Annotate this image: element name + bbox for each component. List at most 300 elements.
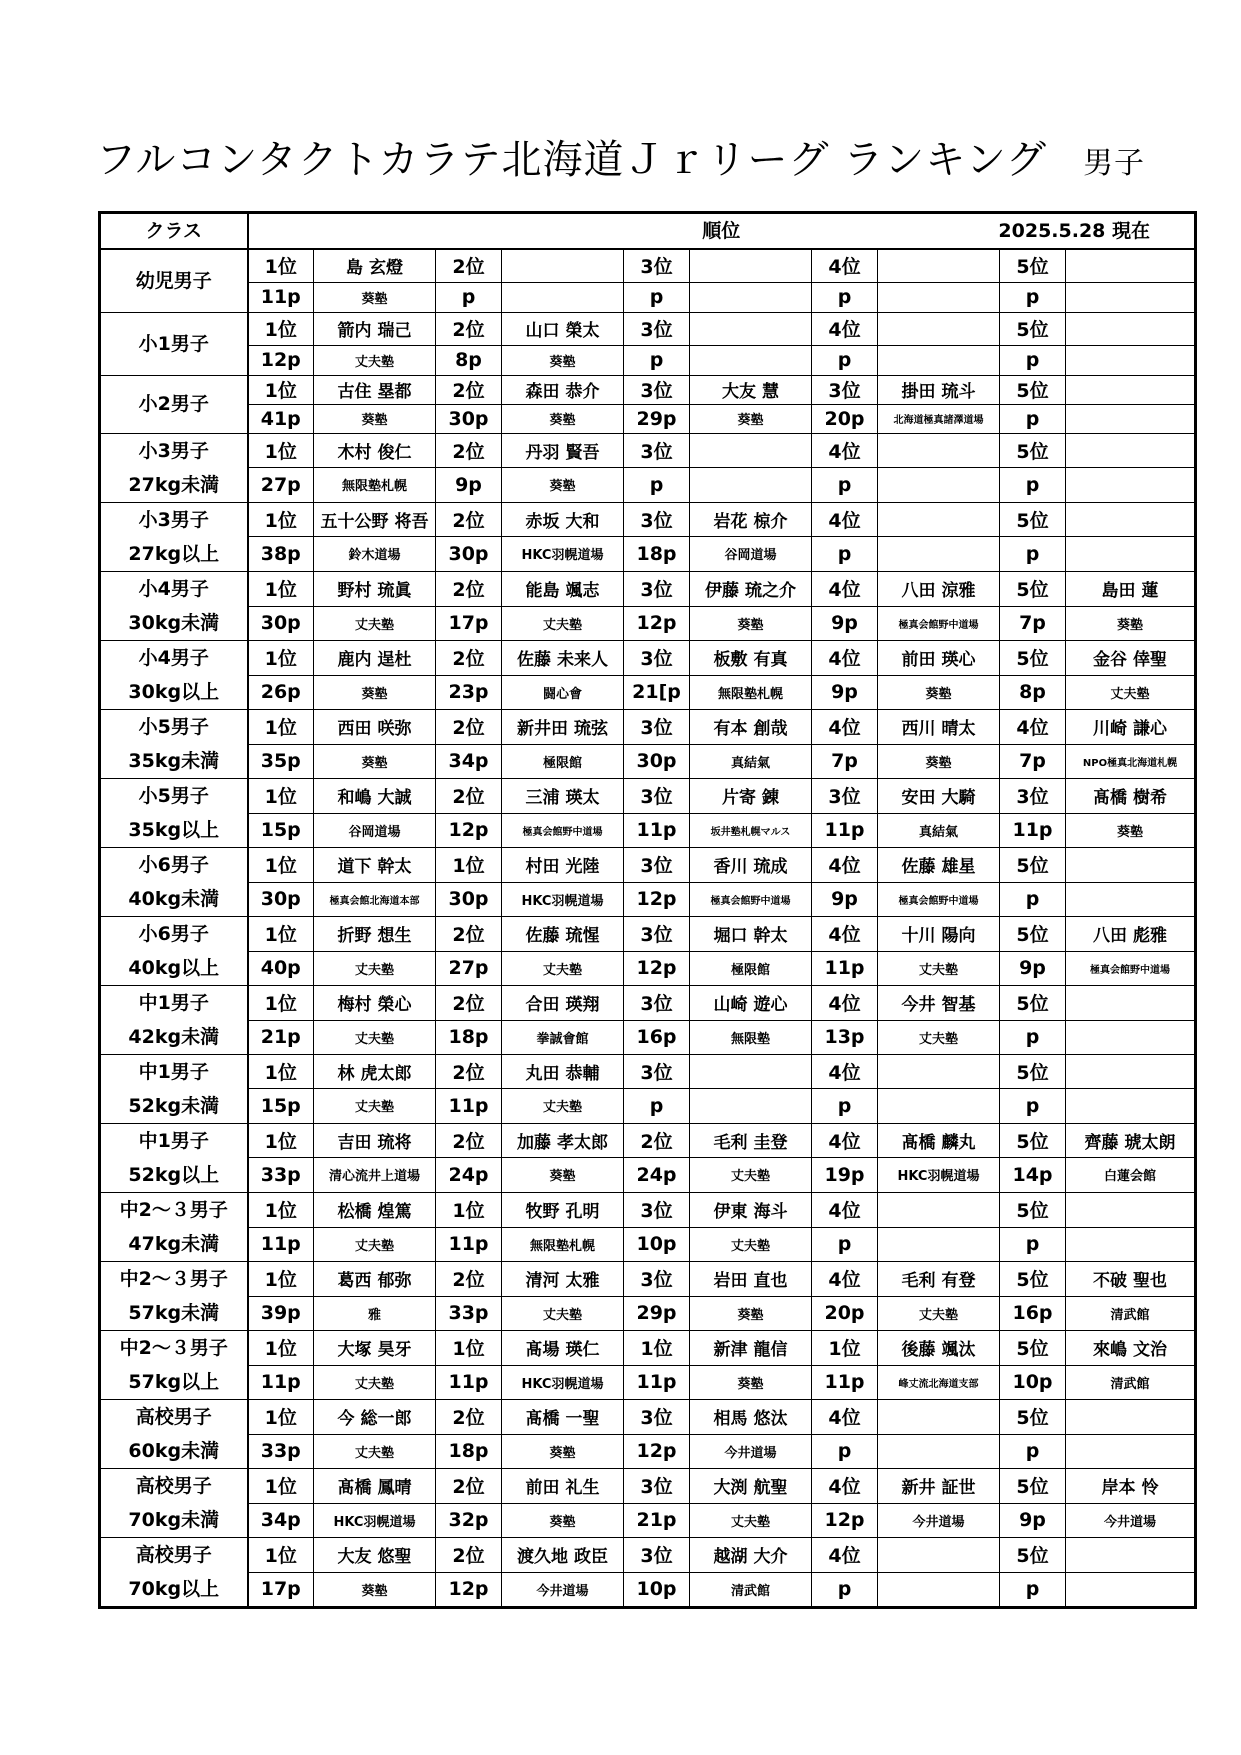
athlete-name: 越湖 大介 xyxy=(690,1537,812,1573)
dojo-name xyxy=(1066,882,1196,916)
dojo-name xyxy=(878,1573,1000,1607)
points: 14p xyxy=(1000,1158,1066,1193)
points: 29p xyxy=(624,404,690,433)
rank-position: 5位 xyxy=(1000,1192,1066,1227)
dojo-name: 坂井塾札幌マルス xyxy=(690,813,812,847)
athlete-name: 佐藤 琉惺 xyxy=(502,916,624,951)
dojo-name: NPO極真北海道札幌 xyxy=(1066,744,1196,778)
dojo-name xyxy=(1066,1573,1196,1607)
athlete-name: 三浦 瑛太 xyxy=(502,778,624,813)
points: 10p xyxy=(624,1573,690,1607)
points: 30p xyxy=(624,744,690,778)
points: 33p xyxy=(248,1158,314,1193)
dojo-name: HKC羽幌道場 xyxy=(502,1365,624,1399)
points: p xyxy=(1000,537,1066,572)
class-name: 小3男子 xyxy=(138,439,209,462)
rank-header-label: 順位 xyxy=(702,219,741,242)
athlete-name: 片寄 錬 xyxy=(690,778,812,813)
rank-position: 3位 xyxy=(624,375,690,404)
class-name: 高校男子 xyxy=(135,1474,212,1497)
athlete-name xyxy=(1066,375,1196,404)
athlete-name: 相馬 悠汰 xyxy=(690,1399,812,1434)
class-weight: 30kg未満 xyxy=(128,611,220,634)
rank-position: 2位 xyxy=(436,1399,502,1434)
points: 39p xyxy=(248,1296,314,1330)
dojo-name: 極限館 xyxy=(690,951,812,985)
dojo-name: 葵塾 xyxy=(502,404,624,433)
rank-position: 2位 xyxy=(436,1468,502,1503)
dojo-name: 葵塾 xyxy=(314,1573,436,1607)
dojo-name: 鈴木道場 xyxy=(314,537,436,572)
athlete-name xyxy=(878,1054,1000,1089)
class-label xyxy=(100,640,248,709)
athlete-name: 安田 大騎 xyxy=(878,778,1000,813)
points: 30p xyxy=(436,404,502,433)
table-row xyxy=(100,1365,1196,1399)
rank-position: 2位 xyxy=(436,640,502,675)
class-weight: 60kg未満 xyxy=(128,1439,220,1462)
table-row xyxy=(100,1227,1196,1261)
rank-position: 5位 xyxy=(1000,1330,1066,1365)
points: 18p xyxy=(436,1020,502,1054)
class-weight: 27kg未満 xyxy=(128,473,220,496)
rank-position: 5位 xyxy=(1000,985,1066,1020)
table-row xyxy=(100,312,1196,345)
class-weight: 35kg未満 xyxy=(128,749,220,772)
points: 11p xyxy=(812,951,878,985)
rank-position: 5位 xyxy=(1000,1261,1066,1296)
athlete-name: 新井 証世 xyxy=(878,1468,1000,1503)
dojo-name: 無限塾札幌 xyxy=(314,468,436,503)
points: 10p xyxy=(1000,1365,1066,1399)
points: 12p xyxy=(248,345,314,375)
dojo-name xyxy=(690,345,812,375)
rank-position: 1位 xyxy=(248,916,314,951)
ranking-table xyxy=(98,211,1197,1609)
class-name: 小4男子 xyxy=(138,646,209,669)
athlete-name xyxy=(878,502,1000,537)
athlete-name: 葛西 郁弥 xyxy=(314,1261,436,1296)
rank-position: 4位 xyxy=(812,1399,878,1434)
rank-position: 1位 xyxy=(248,640,314,675)
points: 30p xyxy=(436,882,502,916)
table-row xyxy=(100,375,1196,404)
class-name: 中1男子 xyxy=(138,1060,209,1083)
points: 38p xyxy=(248,537,314,572)
athlete-name: 大友 悠聖 xyxy=(314,1537,436,1573)
rank-position: 4位 xyxy=(812,1192,878,1227)
dojo-name: 葵塾 xyxy=(690,404,812,433)
rank-header xyxy=(248,213,1196,250)
rank-position: 1位 xyxy=(436,1330,502,1365)
class-label xyxy=(100,1537,248,1607)
class-weight: 52kg未満 xyxy=(128,1094,220,1117)
rank-position: 5位 xyxy=(1000,375,1066,404)
class-name: 高校男子 xyxy=(135,1543,212,1566)
dojo-name xyxy=(1066,404,1196,433)
class-weight: 27kg以上 xyxy=(128,542,220,565)
points: 29p xyxy=(624,1296,690,1330)
rank-position: 1位 xyxy=(248,571,314,606)
rank-position: 5位 xyxy=(1000,1123,1066,1158)
dojo-name: 無限塾札幌 xyxy=(690,675,812,709)
points: 30p xyxy=(436,537,502,572)
athlete-name xyxy=(1066,1054,1196,1089)
points: 11p xyxy=(248,282,314,312)
dojo-name xyxy=(878,537,1000,572)
athlete-name: 岸本 怜 xyxy=(1066,1468,1196,1503)
dojo-name xyxy=(1066,345,1196,375)
class-label xyxy=(100,916,248,985)
athlete-name: 合田 瑛翔 xyxy=(502,985,624,1020)
athlete-name xyxy=(878,1399,1000,1434)
rank-position: 2位 xyxy=(436,1537,502,1573)
rank-position: 1位 xyxy=(248,778,314,813)
points: 11p xyxy=(812,813,878,847)
rank-position: 3位 xyxy=(624,640,690,675)
dojo-name: 北海道極真諸澤道場 xyxy=(878,404,1000,433)
athlete-name: 丸田 恭輔 xyxy=(502,1054,624,1089)
athlete-name: 山口 榮太 xyxy=(502,312,624,345)
rank-position: 1位 xyxy=(248,1054,314,1089)
athlete-name xyxy=(1066,249,1196,282)
class-header: クラス xyxy=(100,213,248,250)
dojo-name: 拳誠會館 xyxy=(502,1020,624,1054)
dojo-name: 葵塾 xyxy=(314,675,436,709)
rank-position: 1位 xyxy=(248,1261,314,1296)
dojo-name: 極真会館野中道場 xyxy=(878,882,1000,916)
points: p xyxy=(624,1089,690,1124)
points: 40p xyxy=(248,951,314,985)
athlete-name: 川崎 謙心 xyxy=(1066,709,1196,744)
table-row xyxy=(100,951,1196,985)
dojo-name: 丈夫塾 xyxy=(314,606,436,640)
rank-position: 3位 xyxy=(624,1192,690,1227)
athlete-name: 十川 陽向 xyxy=(878,916,1000,951)
dojo-name: 丈夫塾 xyxy=(502,606,624,640)
class-name: 中1男子 xyxy=(138,991,209,1014)
dojo-name: 今井道場 xyxy=(878,1503,1000,1537)
table-row xyxy=(100,675,1196,709)
class-weight: 47kg未満 xyxy=(128,1232,220,1255)
rank-position: 1位 xyxy=(248,433,314,468)
class-weight: 30kg以上 xyxy=(128,680,220,703)
rank-position: 3位 xyxy=(624,1468,690,1503)
points: 20p xyxy=(812,404,878,433)
athlete-name: 箭内 瑞己 xyxy=(314,312,436,345)
class-name: 小6男子 xyxy=(138,853,209,876)
title-suffix: 男子 xyxy=(1083,146,1146,181)
dojo-name xyxy=(1066,1089,1196,1124)
table-row xyxy=(100,1296,1196,1330)
athlete-name xyxy=(690,312,812,345)
dojo-name: 丈夫塾 xyxy=(502,951,624,985)
points: 13p xyxy=(812,1020,878,1054)
table-row xyxy=(100,404,1196,433)
athlete-name: 大渕 航聖 xyxy=(690,1468,812,1503)
points: 19p xyxy=(812,1158,878,1193)
athlete-name: 岩花 椋介 xyxy=(690,502,812,537)
dojo-name: 葵塾 xyxy=(502,1158,624,1193)
points: p xyxy=(1000,404,1066,433)
points: 9p xyxy=(812,882,878,916)
rank-position: 1位 xyxy=(436,847,502,882)
points: 26p xyxy=(248,675,314,709)
dojo-name: 清武館 xyxy=(1066,1365,1196,1399)
header-row xyxy=(100,213,1196,250)
athlete-name: 八田 彪雅 xyxy=(1066,916,1196,951)
class-name: 高校男子 xyxy=(135,1405,212,1428)
dojo-name: 丈夫塾 xyxy=(314,1434,436,1468)
class-weight: 57kg以上 xyxy=(128,1370,220,1393)
class-name: 中2～３男子 xyxy=(119,1336,228,1359)
athlete-name: 林 虎太郎 xyxy=(314,1054,436,1089)
table-row xyxy=(100,537,1196,572)
dojo-name: 無限塾札幌 xyxy=(502,1227,624,1261)
athlete-name: 前田 礼生 xyxy=(502,1468,624,1503)
class-label xyxy=(100,1261,248,1330)
points: 21p xyxy=(248,1020,314,1054)
dojo-name: 葵塾 xyxy=(502,1434,624,1468)
points: p xyxy=(1000,1573,1066,1607)
dojo-name: 葵塾 xyxy=(1066,606,1196,640)
rank-position: 2位 xyxy=(436,985,502,1020)
rank-position: 1位 xyxy=(248,1123,314,1158)
athlete-name: 加藤 孝太郎 xyxy=(502,1123,624,1158)
athlete-name: 新津 龍信 xyxy=(690,1330,812,1365)
athlete-name: 森田 恭介 xyxy=(502,375,624,404)
athlete-name: 今 総一郎 xyxy=(314,1399,436,1434)
athlete-name xyxy=(1066,1399,1196,1434)
points: 7p xyxy=(1000,606,1066,640)
athlete-name: 岩田 直也 xyxy=(690,1261,812,1296)
dojo-name: 丈夫塾 xyxy=(314,951,436,985)
rank-position: 3位 xyxy=(624,312,690,345)
rank-position: 4位 xyxy=(812,847,878,882)
table-row xyxy=(100,1158,1196,1193)
dojo-name: 葵塾 xyxy=(502,345,624,375)
class-label xyxy=(100,312,248,375)
table-row xyxy=(100,1192,1196,1227)
athlete-name xyxy=(878,433,1000,468)
athlete-name xyxy=(878,249,1000,282)
dojo-name: 葵塾 xyxy=(690,606,812,640)
points: 7p xyxy=(812,744,878,778)
dojo-name: 無限塾 xyxy=(690,1020,812,1054)
table-row xyxy=(100,1020,1196,1054)
rank-position: 3位 xyxy=(1000,778,1066,813)
rank-position: 4位 xyxy=(812,916,878,951)
dojo-name: HKC羽幌道場 xyxy=(314,1503,436,1537)
rank-position: 1位 xyxy=(248,312,314,345)
rank-position: 5位 xyxy=(1000,847,1066,882)
rank-position: 3位 xyxy=(812,375,878,404)
athlete-name: 髙橋 一聖 xyxy=(502,1399,624,1434)
points: 41p xyxy=(248,404,314,433)
athlete-name: 掛田 琉斗 xyxy=(878,375,1000,404)
dojo-name xyxy=(1066,537,1196,572)
points: 11p xyxy=(248,1227,314,1261)
rank-position: 3位 xyxy=(624,778,690,813)
dojo-name: 葵塾 xyxy=(314,744,436,778)
points: 33p xyxy=(436,1296,502,1330)
dojo-name: 今井道場 xyxy=(1066,1503,1196,1537)
rank-position: 4位 xyxy=(812,1537,878,1573)
table-row xyxy=(100,1123,1196,1158)
athlete-name xyxy=(1066,312,1196,345)
dojo-name: HKC羽幌道場 xyxy=(878,1158,1000,1193)
table-row xyxy=(100,606,1196,640)
dojo-name: 雅 xyxy=(314,1296,436,1330)
rank-position: 3位 xyxy=(624,985,690,1020)
class-label xyxy=(100,847,248,916)
points: 11p xyxy=(436,1365,502,1399)
athlete-name: 木村 俊仁 xyxy=(314,433,436,468)
table-row xyxy=(100,1330,1196,1365)
points: 35p xyxy=(248,744,314,778)
athlete-name: 大友 慧 xyxy=(690,375,812,404)
athlete-name: 伊東 海斗 xyxy=(690,1192,812,1227)
class-name: 小2男子 xyxy=(138,393,209,415)
rank-position: 4位 xyxy=(812,985,878,1020)
rank-position: 3位 xyxy=(624,502,690,537)
points: 11p xyxy=(248,1365,314,1399)
date-label: 2025.5.28 現在 xyxy=(998,219,1150,242)
table-row xyxy=(100,1537,1196,1573)
athlete-name xyxy=(690,249,812,282)
athlete-name: 前田 瑛心 xyxy=(878,640,1000,675)
points: p xyxy=(624,468,690,503)
table-row xyxy=(100,571,1196,606)
rank-position: 4位 xyxy=(812,1123,878,1158)
class-name: 中1男子 xyxy=(138,1129,209,1152)
rank-position: 1位 xyxy=(248,1330,314,1365)
athlete-name: 村田 光陸 xyxy=(502,847,624,882)
rank-position: 4位 xyxy=(812,433,878,468)
points: 11p xyxy=(624,813,690,847)
points: 11p xyxy=(436,1089,502,1124)
dojo-name: 極真会館北海道本部 xyxy=(314,882,436,916)
table-row xyxy=(100,916,1196,951)
dojo-name xyxy=(878,345,1000,375)
athlete-name: 後藤 颯汰 xyxy=(878,1330,1000,1365)
table-row xyxy=(100,985,1196,1020)
points: p xyxy=(624,282,690,312)
dojo-name: 極限館 xyxy=(502,744,624,778)
dojo-name: 闘心會 xyxy=(502,675,624,709)
dojo-name xyxy=(1066,1020,1196,1054)
points: p xyxy=(1000,1020,1066,1054)
rank-position: 1位 xyxy=(248,502,314,537)
dojo-name: 葵塾 xyxy=(502,1503,624,1537)
points: p xyxy=(812,1089,878,1124)
points: 24p xyxy=(624,1158,690,1193)
dojo-name xyxy=(878,1089,1000,1124)
rank-position: 1位 xyxy=(248,985,314,1020)
rank-position: 3位 xyxy=(624,433,690,468)
rank-position: 5位 xyxy=(1000,312,1066,345)
points: p xyxy=(1000,345,1066,375)
athlete-name: 毛利 圭登 xyxy=(690,1123,812,1158)
rank-position: 2位 xyxy=(436,375,502,404)
athlete-name: 鹿内 逞杜 xyxy=(314,640,436,675)
points: 30p xyxy=(248,882,314,916)
dojo-name: 葵塾 xyxy=(502,468,624,503)
rank-position: 5位 xyxy=(1000,1399,1066,1434)
points: 11p xyxy=(1000,813,1066,847)
dojo-name: 丈夫塾 xyxy=(878,1020,1000,1054)
table-row xyxy=(100,1089,1196,1124)
athlete-name: 和嶋 大誠 xyxy=(314,778,436,813)
class-label xyxy=(100,433,248,502)
athlete-name: 八田 涼雅 xyxy=(878,571,1000,606)
rank-position: 2位 xyxy=(436,916,502,951)
points: p xyxy=(1000,1434,1066,1468)
rank-position: 2位 xyxy=(436,1261,502,1296)
dojo-name xyxy=(690,282,812,312)
dojo-name: 葵塾 xyxy=(690,1365,812,1399)
rank-position: 5位 xyxy=(1000,502,1066,537)
athlete-name: 赤坂 大和 xyxy=(502,502,624,537)
rank-position: 5位 xyxy=(1000,433,1066,468)
athlete-name: 佐藤 未来人 xyxy=(502,640,624,675)
rank-position: 2位 xyxy=(436,709,502,744)
athlete-name xyxy=(502,249,624,282)
athlete-name: 伊藤 琉之介 xyxy=(690,571,812,606)
points: 18p xyxy=(624,537,690,572)
dojo-name: 真結氣 xyxy=(878,813,1000,847)
rank-position: 2位 xyxy=(436,1123,502,1158)
class-name: 小4男子 xyxy=(138,577,209,600)
points: 8p xyxy=(1000,675,1066,709)
points: 15p xyxy=(248,813,314,847)
athlete-name: 新井田 琉弦 xyxy=(502,709,624,744)
dojo-name: 谷岡道場 xyxy=(314,813,436,847)
class-weight: 70kg以上 xyxy=(128,1577,220,1600)
points: p xyxy=(1000,882,1066,916)
table-row xyxy=(100,433,1196,468)
dojo-name: 葵塾 xyxy=(878,744,1000,778)
class-name: 小6男子 xyxy=(138,922,209,945)
rank-position: 4位 xyxy=(812,312,878,345)
dojo-name xyxy=(1066,1434,1196,1468)
dojo-name: 丈夫塾 xyxy=(690,1503,812,1537)
athlete-name: 毛利 有登 xyxy=(878,1261,1000,1296)
points: 9p xyxy=(1000,1503,1066,1537)
points: 24p xyxy=(436,1158,502,1193)
athlete-name xyxy=(1066,1192,1196,1227)
table-row xyxy=(100,882,1196,916)
athlete-name: 髙橋 鳳晴 xyxy=(314,1468,436,1503)
rank-position: 2位 xyxy=(436,778,502,813)
rank-position: 3位 xyxy=(624,916,690,951)
rank-position: 1位 xyxy=(436,1192,502,1227)
points: 18p xyxy=(436,1434,502,1468)
rank-position: 1位 xyxy=(248,375,314,404)
dojo-name: 丈夫塾 xyxy=(314,1227,436,1261)
points: 12p xyxy=(624,1434,690,1468)
class-weight: 42kg未満 xyxy=(128,1025,220,1048)
athlete-name: 有本 創哉 xyxy=(690,709,812,744)
class-name: 中2～３男子 xyxy=(119,1267,228,1290)
dojo-name xyxy=(1066,468,1196,503)
dojo-name xyxy=(502,282,624,312)
athlete-name: 梅村 榮心 xyxy=(314,985,436,1020)
athlete-name: 渡久地 政臣 xyxy=(502,1537,624,1573)
class-name: 小1男子 xyxy=(138,332,209,355)
points: 8p xyxy=(436,345,502,375)
table-row xyxy=(100,640,1196,675)
